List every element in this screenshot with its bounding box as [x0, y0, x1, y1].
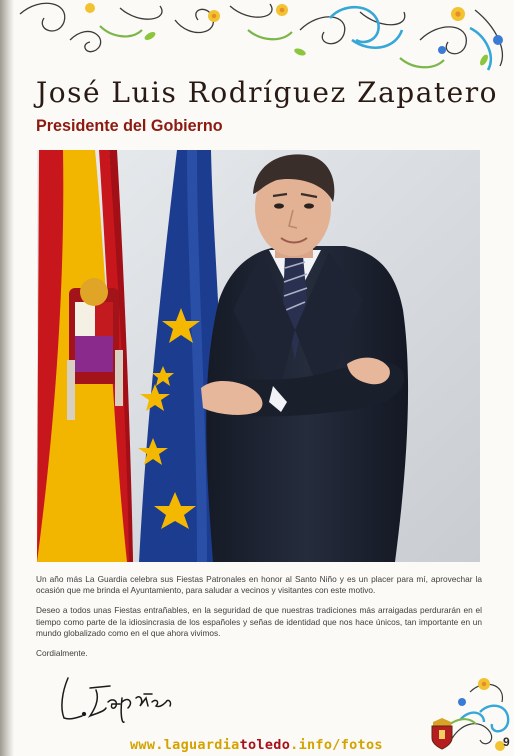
letter-body: [36, 574, 482, 668]
municipal-crest-icon: [430, 718, 454, 750]
watermark-part-3: .info/fotos: [290, 737, 383, 753]
page-title: José Luis Rodríguez Zapatero: [36, 76, 498, 109]
portrait-photo: [37, 150, 480, 562]
letter-paragraph-1: Un año más La Guardia celebra sus Fiestas Patronales en honor al Santo Niño y es un placer para mí, aprovechar la ocasión que me brinda el Ayuntamiento, para saludar a vecinos y visitantes con este motivo.: [36, 574, 482, 596]
handwritten-signature: [56, 668, 176, 724]
watermark-part-2: toledo: [239, 737, 291, 753]
page-spine-shadow: [0, 0, 14, 756]
letter-paragraph-2: Deseo a todos unas Fiestas entrañables, en la seguridad de que nuestras tradiciones más arraigadas perdurarán en el tiempo como parte de la idiosincrasia de los españoles y señas de identidad que nos hace únicos, tan importante en un mundo globalizado como en el que ahora vivimos.: [36, 605, 482, 638]
letter-closing: Cordialmente.: [36, 648, 88, 659]
website-watermark: [130, 737, 383, 753]
watermark-part-1: www.laguardia: [130, 737, 240, 753]
floral-ornament-top: [0, 0, 514, 80]
spanish-flag: [37, 150, 133, 562]
page-number: 9: [503, 735, 510, 749]
page-subtitle: Presidente del Gobierno: [36, 116, 223, 135]
portrait-illustration: [37, 150, 480, 562]
